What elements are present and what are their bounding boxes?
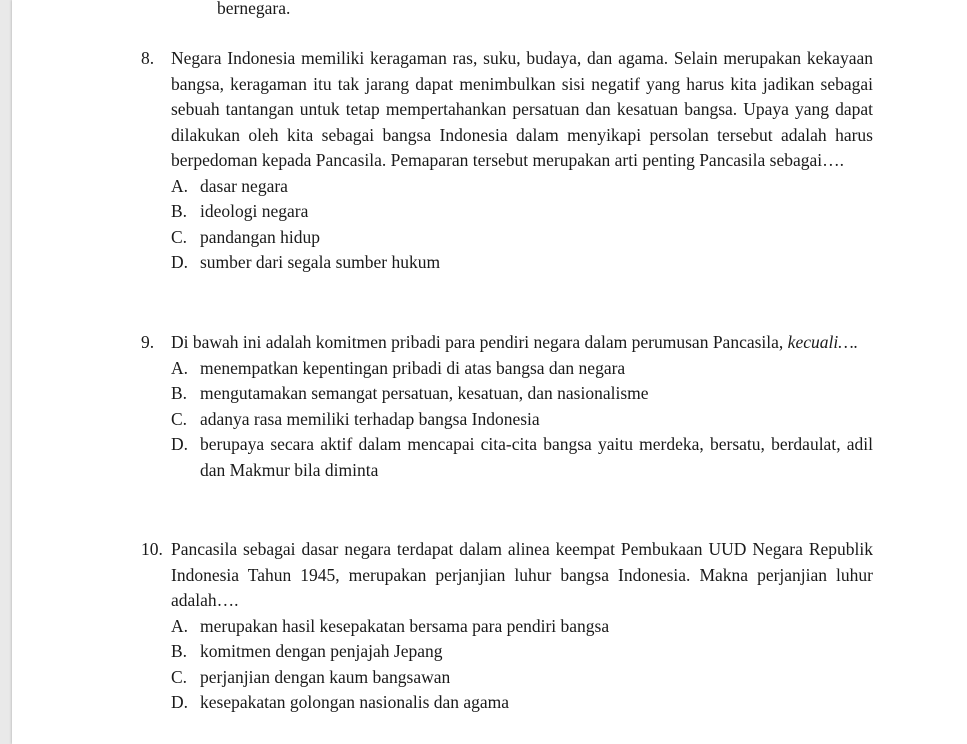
option-text: pandangan hidup <box>200 226 321 247</box>
previous-page-tail-text: bernegara. <box>217 0 291 18</box>
option-letter: A. <box>171 175 189 196</box>
option-text: berupaya secara aktif dalam mencapai cita-cita bangsa yaitu merdeka, bersatu, berdaulat, adil dan Makmur bila diminta <box>200 434 873 480</box>
option-d <box>171 250 873 276</box>
option-letter: D. <box>171 434 189 454</box>
question-text: Negara Indonesia memiliki keragaman ras, suku, budaya, dan agama. Selain merupakan kekayaan bangsa, keragaman itu tak jarang dapat menimbulkan sisi negatif yang harus kita jadikan sebagai sebuah tantangan untuk tetap mempertahankan persatuan dan kesatuan bangsa. Upaya yang dapat dilakukan oleh kita sebagai bangsa Indonesia dalam menyikapi persolan tersebut adalah harus berpedoman kepada Pancasila. Pemaparan tersebut merupakan arti penting Pancasila sebagai…. <box>171 48 873 170</box>
option-text: komitmen dengan penjajah Jepang <box>200 641 443 661</box>
option-letter: C. <box>171 226 188 247</box>
option-letter: C. <box>171 666 188 687</box>
option-letter: B. <box>171 383 188 403</box>
answer-options <box>171 614 873 716</box>
question-text-main: Di bawah ini adalah komitmen pribadi para pendiri negara dalam perumusan Pancasila, <box>171 332 784 352</box>
option-b <box>171 381 873 407</box>
option-d <box>171 432 873 483</box>
option-letter: D. <box>171 692 189 712</box>
option-letter: A. <box>171 357 189 378</box>
option-c <box>171 225 873 251</box>
question-number: 9. <box>141 332 155 352</box>
option-text: kesepakatan golongan nasionalis dan agama <box>200 692 510 712</box>
document-page <box>12 0 967 744</box>
option-c <box>171 407 873 433</box>
question-number: 8. <box>141 48 155 68</box>
question-number: 10. <box>141 539 163 559</box>
option-text: ideologi negara <box>200 201 309 221</box>
answer-options <box>171 174 873 276</box>
question-9 <box>129 330 873 483</box>
option-letter: C. <box>171 408 188 429</box>
question-text <box>171 330 873 356</box>
option-letter: A. <box>171 615 189 636</box>
question-text: Pancasila sebagai dasar negara terdapat dalam alinea keempat Pembukaan UUD Negara Republik Indonesia Tahun 1945, merupakan perjanjian luhur bangsa Indonesia. Makna perjanjian luhur adalah…. <box>171 539 873 610</box>
option-a <box>171 614 873 640</box>
option-text: sumber dari segala sumber hukum <box>200 252 441 272</box>
option-b <box>171 199 873 225</box>
option-c <box>171 665 873 691</box>
answer-options <box>171 356 873 484</box>
question-8 <box>129 46 873 276</box>
option-text: adanya rasa memiliki terhadap bangsa Indonesia <box>200 408 540 429</box>
option-a <box>171 174 873 200</box>
option-text: perjanjian dengan kaum bangsawan <box>200 666 451 687</box>
option-text: menempatkan kepentingan pribadi di atas bangsa dan negara <box>200 357 626 378</box>
option-b <box>171 639 873 665</box>
question-text-italic: kecuali…. <box>787 332 859 352</box>
option-letter: D. <box>171 252 189 272</box>
option-a <box>171 356 873 382</box>
option-text: mengutamakan semangat persatuan, kesatuan, dan nasionalisme <box>200 383 649 403</box>
option-text: merupakan hasil kesepakatan bersama para pendiri bangsa <box>200 615 610 636</box>
question-10 <box>129 537 873 716</box>
option-text: dasar negara <box>200 175 288 196</box>
option-d <box>171 690 873 716</box>
option-letter: B. <box>171 201 188 221</box>
option-letter: B. <box>171 641 188 661</box>
